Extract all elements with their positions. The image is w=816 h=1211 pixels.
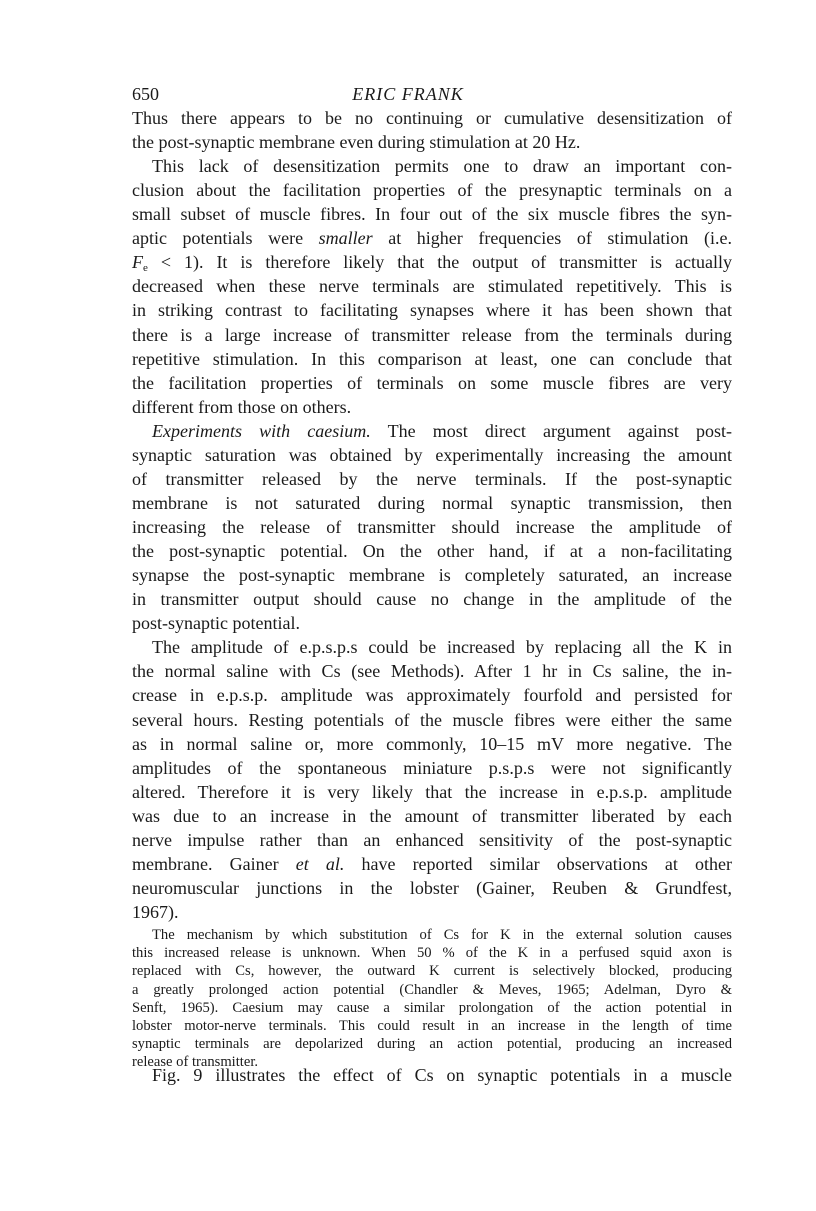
body-text-line: nerve impulse rather than an enhanced sensitivity of the post-synaptic <box>132 829 732 850</box>
running-header-author: ERIC FRANK <box>352 84 464 104</box>
footnote-text-line: release of transmitter. <box>132 1054 259 1071</box>
body-text-line: in transmitter output should cause no change in the amplitude of the <box>132 589 732 610</box>
body-text-line: membrane is not saturated during normal synaptic transmission, then <box>132 492 732 513</box>
body-text-line <box>132 227 732 249</box>
body-text-line: the normal saline with Cs (see Methods). After 1 hr in Cs saline, the in- <box>132 661 732 682</box>
body-text-line: crease in e.p.s.p. amplitude was approximately fourfold and persisted for <box>132 685 732 706</box>
subscript-text: e <box>143 262 148 275</box>
body-text-line: of transmitter released by the nerve terminals. If the post-synaptic <box>132 468 732 489</box>
text-segment: The most direct argument against post- <box>370 420 732 441</box>
body-text-line: neuromuscular junctions in the lobster (Gainer, Reuben & Grundfest, <box>132 877 732 898</box>
footnote-text-line: lobster motor-nerve terminals. This could result in an increase in the length of time <box>132 1018 732 1034</box>
footnote-text-line: Senft, 1965). Caesium may cause a similar prolongation of the action potential in <box>132 999 732 1016</box>
footnote-text-line: The mechanism by which substitution of Cs for K in the external solution causes <box>152 927 732 943</box>
body-text-line: synapse the post-synaptic membrane is completely saturated, an increase <box>132 565 732 586</box>
body-text-line: as in normal saline or, more commonly, 10–15 mV more negative. The <box>132 733 732 754</box>
body-text-line: Thus there appears to be no continuing or cumulative desensitization of <box>132 108 732 128</box>
body-text-line: increasing the release of transmitter should increase the amplitude of <box>132 517 732 538</box>
italic-text: F <box>132 252 143 273</box>
body-text-line: altered. Therefore it is very likely that the increase in e.p.s.p. amplitude <box>132 781 732 802</box>
body-text-line: repetitive stimulation. In this comparison at least, one can conclude that <box>132 348 732 369</box>
body-text-line: there is a large increase of transmitter release from the terminals during <box>132 324 732 345</box>
body-text-line: the facilitation properties of terminals on some muscle fibres are very <box>132 372 732 393</box>
text-segment: have reported similar observations at other <box>344 853 732 874</box>
body-text-line: several hours. Resting potentials of the muscle fibres were either the same <box>132 709 732 730</box>
body-text-line: Fig. 9 illustrates the effect of Cs on synaptic potentials in a muscle <box>152 1065 732 1085</box>
body-text-line <box>132 853 732 875</box>
text-segment: aptic potentials were <box>132 228 319 249</box>
body-text-line <box>152 420 732 442</box>
text-segment: < 1). It is therefore likely that the output of transmitter is actually <box>147 252 732 273</box>
italic-text: et al. <box>295 853 345 874</box>
body-text-line: amplitudes of the spontaneous miniature p.s.p.s were not significantly <box>132 757 732 778</box>
body-text-line: post-synaptic potential. <box>132 613 300 634</box>
text-segment: membrane. Gainer <box>132 853 296 874</box>
body-text-line: 1967). <box>132 901 179 922</box>
body-text-line: The amplitude of e.p.s.p.s could be increased by replacing all the K in <box>152 637 732 658</box>
body-text-line: in striking contrast to facilitating synapses where it has been shown that <box>132 300 732 321</box>
italic-text: smaller <box>318 228 373 249</box>
footnote-text-line: replaced with Cs, however, the outward K current is selectively blocked, producing <box>132 963 732 980</box>
body-text-line: clusion about the facilitation properties of the presynaptic terminals on a <box>132 180 732 201</box>
body-text-line: the post-synaptic potential. On the other hand, if at a non-facilitating <box>132 541 732 562</box>
body-text-line: This lack of desensitization permits one to draw an important con- <box>152 156 732 177</box>
italic-text: Experiments with caesium. <box>152 420 371 441</box>
body-text-line: the post-synaptic membrane even during stimulation at 20 Hz. <box>132 132 581 153</box>
footnote-text-line: synaptic terminals are depolarized during an action potential, producing an increased <box>132 1036 732 1053</box>
body-text-line: decreased when these nerve terminals are stimulated repetitively. This is <box>132 276 732 297</box>
text-segment: at higher frequencies of stimulation (i.e. <box>372 228 732 249</box>
body-text-line: different from those on others. <box>132 396 352 417</box>
body-text-line: synaptic saturation was obtained by experimentally increasing the amount <box>132 444 732 465</box>
footnote-text-line: this increased release is unknown. When 50 % of the K in a perfused squid axon is <box>132 945 732 962</box>
body-text-line: small subset of muscle fibres. In four out of the six muscle fibres the syn- <box>132 204 732 225</box>
footnote-text-line: a greatly prolonged action potential (Chandler & Meves, 1965; Adelman, Dyro & <box>132 981 732 998</box>
body-text-line: was due to an increase in the amount of transmitter liberated by each <box>132 805 732 826</box>
page-number: 650 <box>132 84 159 104</box>
